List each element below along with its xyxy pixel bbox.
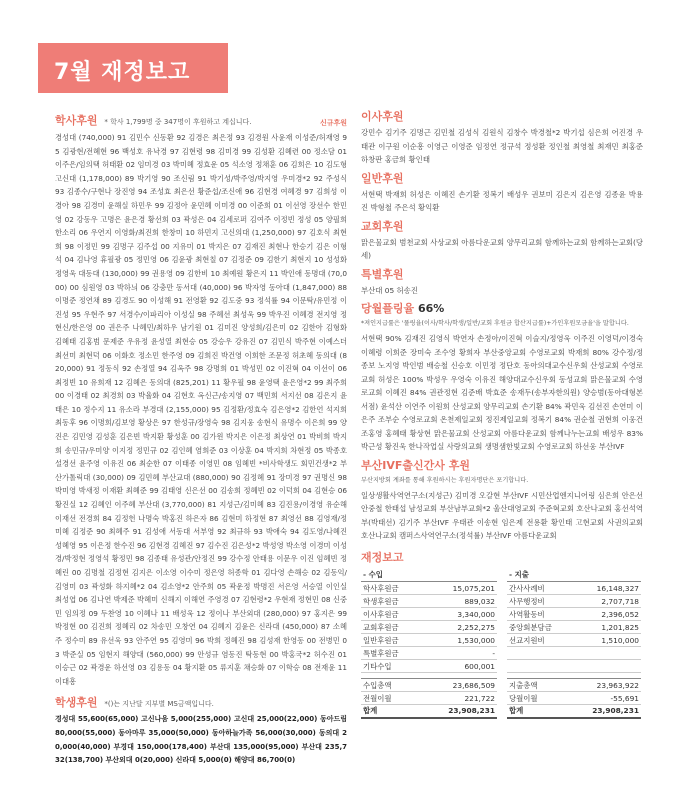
pooling-note: *져인지급률은 '풀링율(이사/학사/학생/일반/교회 후원금 합산지급률)+가인후원모금율'을 말합니다. bbox=[361, 320, 629, 327]
pooling-list: 서현택 90% 김재진 김영식 박연자 손정아/이진혁 이슬지/정영욱 이주진 이영덕/이경숙 이혜령 이희준 장미숙 조수영 황희자 부산중앙교회 수영로교회 박재희 80% 강수정/정종보 노지영 박인범 배승철 신승호 이민정 정단호 동아의대교수신우회 산성교회 수영로교회 허성은 100% 박성우 우영숙 이유진 해양대교수신우회 동성교회 맑은물교회 수영로교회 이혜진 84% 권관정현 김준배 박효준 송재두(송부자한의원) 양승범(동아대형본서점) 윤석산 이연주 이원희 산성교회 양무리교회 손기환 84% 곽민욱 김선진 손연미 이은주 조부순 수영로교회 온천제일교회 정진제일교회 정복기 84% 권순철 권현희 이웅건 조홍영 홍혜태 황상현 맑은물교회 산성교회 아름다운교회 함께나누는교회 배성우 83% 박근성 황진욱 한나작업실 사랑의교회 생명샘한빛교회 수영로교회 하선웅 부산IVF bbox=[361, 334, 643, 451]
table-row: 특별후원금 - bbox=[363, 648, 495, 658]
table-row bbox=[507, 660, 641, 673]
table-row: 교회후원금 2,252,275 bbox=[363, 622, 495, 632]
new-support-tag: 신규후원 bbox=[319, 119, 347, 127]
income-total-row: 합계 23,908,231 bbox=[361, 705, 497, 718]
student-title-text: 학생후원 bbox=[55, 696, 98, 710]
student-note: *()는 지난달 지부별 MS금액입니다. bbox=[104, 700, 214, 709]
alumni-staff-note: 부산지방회 계좌를 통해 후원하시는 후원자명단은 포기합니다. bbox=[361, 476, 529, 484]
table-row: 선교지원비 1,510,000 bbox=[509, 635, 639, 645]
pooling-title-text: 당월플링율 bbox=[361, 302, 415, 315]
left-column bbox=[55, 114, 347, 804]
alumni-staff-list: 일상생활사역연구소(지성근) 김미경 오갈현 부산IVF 시민산업엔지니어링 심은희 안은선 안중철 한태섭 남성교회 부산남부교회*2 울산대영교회 주준혁교회 호산나교회 홍선석역부(박태선) 김기주 부산IVF 우태관 이송현 임은제 전용환 황인태 고현교회 사권의교회 호산나교회 캠퍼스사역연구소(정석률) 부산IVF 아름다운교회 bbox=[361, 490, 643, 540]
table-row: 일반후원금 1,530,000 bbox=[363, 635, 495, 645]
table-row: 사역활동비 2,396,052 bbox=[509, 609, 639, 619]
special-support-list: 부산대 05 허송진 bbox=[361, 285, 418, 295]
director-support-list: 강민수 김기주 김명근 김민철 김성식 김원식 김창수 박경철*2 박기섭 심은희 어진경 우태관 이구원 이순흥 이영근 이영준 임정연 정규석 정성환 정인철 최영철 최재민 최홍준 하창판 홍금희 황인태 bbox=[361, 128, 643, 164]
director-section-title: 이사후원 bbox=[361, 110, 404, 123]
page-title-banner bbox=[38, 43, 228, 93]
scholar-note: * 학사 1,799명 중 347명이 후원하고 계십니다. bbox=[104, 118, 252, 126]
expense-header: - 지출 bbox=[507, 569, 641, 582]
scholar-support-list: 경성대 (740,000) 91 김민수 신동환 92 김경은 최은정 93 김경원 사윤재 이성준/허재영 95 김광현/전혜현 96 백성호 유낙경 97 김현령 98 김미경 99 김성환 김혜련 00 정소담 01 이주은/임의택 허태환 02 임미경 03 박미혜 정효운 05 석소영 정채훈 06 김희은 10 김도형 고신대 (1,178,000) 89 박기영 90 조신림 91 박기성/박주영/박지영 우미경*2 92 주성식 93 김종수/구현나 장진영 94 조성효 최은선 황준섭/조신애 96 김현경 여혜경 97 김희성 이경아 98 김경미 윤해실 하민우 99 김정아 윤민혜 이미경 00 이준희 01 이선영 장선수 한민영 02 강동우 고명은 윤은경 황선희 03 곽성은 04 김세로퍼 김여주 이정빈 정성 05 양필희 한소리 06 우연지 이영화/최진희 한창미 10 하민지 고신의대 (1,250,000) 97 김호식 최현희 98 이정민 99 김명구 김주섭 00 지유미 01 박지은 07 김재진 최현나 한승기 김은 이형석 04 김나영 휴필광 05 정민영 06 김윤광 최현칠 07 김정준 09 김한기 최현지 10 성성화 정영욱 대동대 (130,000) 99 권용영 09 김한비 10 최예원 황은지 11 박인애 동명대 (70,000) 00 심원영 03 박하늬 06 강충만 동서대 (40,000) 96 박자영 동아대 (1,847,000) 88 이명준 정연채 89 김경도 90 이성해 91 전영환 92 김도중 93 정석률 94 이문탁/유민정 이진성 95 우현주 97 서경수/이파리아 이성실 98 주혜선 최성욱 99 박우진 이혜경 전지영 정현신/한은영 00 권은주 나혜민/최하우 남기원 01 김미진 양성희/김은미 02 김한아 김형화 김혜태 김홍범 문제준 우유정 윤성열 최현승 05 강승우 강유진 07 김민식 박주현 이예스더 최선미 최현덕 06 이화호 정소민 한주영 09 김희진 박건영 이희한 조문정 허초혜 동의대 (820,000) 91 정동식 92 손정열 94 김옥주 98 강명희 01 박성민 02 이진혁 04 이선이 06 최정빈 10 유희재 12 김혜은 동의대 (825,201) 11 황우필 98 윤영택 윤은영*2 99 최주희 00 이경태 02 최경희 03 박율화 04 김현호 옥신근/송지영 07 백민희 서지선 08 김은지 윤태은 10 정수지 11 유소라 부경대 (2,155,000) 95 김정환/정효숙 김은영*2 김한언 석지희 최동후 96 이명희/김보영 황상은 97 한성규/장영숙 98 김지웅 송현식 유명수 이은희 99 양진은 김민영 김성훈 김은빈 박지환 황성훈 00 김가윈 박지은 이은정 최상연 01 박비희 박지희 송민규/우미양 이지정 정민규 02 김인혜 염희준 03 이상훈 04 박지희 차현정 05 박종호 설경선 윤주영 이유진 06 최순한 07 이태종 이영민 08 임혜빈 *비사학생도 회민건생*2 부산가톨릭대 (30,000) 09 김민혜 부산교대 (880,000) 90 김정혜 91 장미경 97 권명신 98 박미영 박새정 이재환 최혜준 99 김태영 신은선 00 김송희 정혜빈 02 이덕희 04 김현승 06 황진실 12 김혜인 이주혜 부산대 (3,770,000) 81 지성근/김미혜 83 김진용/이경영 유순해 이재선 전경희 84 김정헌 나명숙 박홍진 하은자 86 김현미 하정현 87 최영선 88 김영재/정미혜 김정준 90 최혜주 91 김성애 서동대 서부영 92 최규하 93 박애숙 94 김도영/나혜진 성혜영 95 이은정 한수진 96 김현경 김혜진 97 김수진 김은성*2 박성영 박소영 이경미 이성경/박정현 정영석 황정민 98 김종태 유성관/안정진 99 강수정 안태용 이문우 이진 임혜빈 정혜린 00 김명철 김정현 김지은 이소영 이수미 정은영 허종학 01 김다영 손해승 02 김동익/김영미 03 곽성화 하지혜*2 04 김소영*2 안주희 05 곽운정 박명진 서은영 서승열 이인실 최성엽 06 김나연 박제준 박혜미 신해지 이해연 주영경 07 김현령*2 우현재 정현민 08 신중민 임의정 09 두찬영 10 이혜나 11 배성욱 12 정이나 부산외대 (280,000) 97 홍지은 99 박정현 00 김진희 정혜리 02 차송민 오창연 04 김혜지 김윤은 신라대 (450,000) 87 소혜주 정수미 89 유선욱 93 안주연 95 김영미 96 박희 정혜진 98 김성재 한영동 00 전병민 03 박준실 05 임현지 해양대 (560,000) 99 안성규 염동진 탁동현 00 박홍국*2 허수진 01 이승근 02 곽경운 하선영 03 김용동 04 황지환 05 류지훈 채승화 07 이학승 08 전재윤 11 이대흥 bbox=[55, 133, 347, 686]
income-header: - 수입 bbox=[361, 569, 497, 582]
income-table bbox=[361, 569, 497, 719]
general-section-title: 일반후원 bbox=[361, 171, 404, 185]
table-row: 학사후원금 15,075,201 bbox=[363, 583, 495, 593]
right-column bbox=[361, 110, 643, 805]
expense-table bbox=[507, 569, 641, 719]
table-row: 이사후원금 3,340,000 bbox=[363, 609, 495, 619]
general-support-list: 서현택 박재희 허성은 이혜진 손기환 정복기 배성우 권보미 김은지 김은영 김종윤 박용진 박형철 주은석 황익환 bbox=[361, 189, 643, 212]
finance-title: 재정보고 bbox=[361, 550, 404, 564]
pooling-rate: 66% bbox=[417, 302, 445, 315]
special-section-title: 특별후원 bbox=[361, 267, 404, 281]
church-section-title: 교회후원 bbox=[361, 219, 404, 233]
table-row bbox=[507, 647, 641, 660]
page-title: 7월 재정보고 bbox=[54, 60, 191, 85]
scholar-title-text: 학사후원 bbox=[55, 114, 98, 127]
table-row: 간사사례비 16,148,327 bbox=[509, 583, 639, 593]
student-section-title bbox=[55, 696, 347, 711]
alumni-staff-section-title: 부산IVF출신간사 후원 bbox=[361, 458, 470, 472]
table-row: 학생후원금 889,032 bbox=[363, 596, 495, 606]
table-row: 수입총액 23,686,509 bbox=[363, 680, 495, 690]
table-row: 전월이월 221,722 bbox=[363, 693, 495, 703]
table-row: 지출총액 23,963,922 bbox=[509, 680, 639, 690]
finance-tables bbox=[361, 569, 643, 719]
table-row: 당월이월 -55,691 bbox=[509, 693, 639, 703]
scholar-section-title bbox=[55, 114, 347, 129]
student-support-list: 경성대 55,600(65,000) 고신나움 5,000(255,000) 고신대 25,000(22,000) 동아드림 80,000(55,000) 동아마루 35,000(50,000) 동아하늘가족 56,000(30,000) 동의대 20,000(40,000) 부경대 150,000(178,400) 부산대 135,000(95,000) 부산대 235,732(138,700) 부산외대 0(20,000) 신라대 5,000(0) 해양대 86,700(0) bbox=[55, 715, 347, 765]
table-row: 기타수입 600,001 bbox=[363, 661, 495, 671]
expense-total-row: 합계 23,908,231 bbox=[507, 705, 641, 718]
church-support-list: 맑은물교회 범천교회 사상교회 아름다운교회 양무리교회 함께하는교회 함께하는교회(당세) bbox=[361, 237, 643, 260]
pooling-section-title bbox=[361, 302, 643, 316]
table-row: 사무행정비 2,707,718 bbox=[509, 596, 639, 606]
table-row: 중앙회분담금 1,201,825 bbox=[509, 622, 639, 632]
